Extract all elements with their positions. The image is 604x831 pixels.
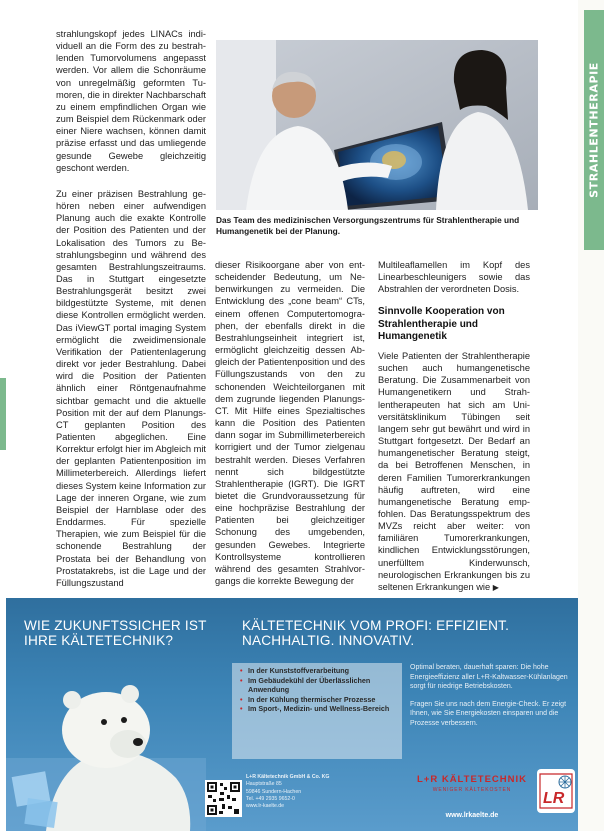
logo-letters: LR [543,790,565,807]
list-item: • Im Gebäudekühl der Überlässlichen Anwendung [240,676,394,695]
polar-bear-image [6,658,206,831]
ad-body-text [410,663,570,729]
list-item: • In der Kühlung thermischer Prozesse [240,695,394,705]
advertisement [6,598,578,831]
address-web[interactable]: www.lr-kaelte.de [246,803,285,810]
paragraph: Multileaflamellen im Kopf des Linearbeschleunigers sowie das Abstrahlen der verordneten Dosis. [378,260,530,295]
text-column-1 [56,28,206,589]
list-item: • In der Kunststoffverarbeitung [240,666,394,676]
address-line: 59846 Sundern-Hachen [246,788,302,795]
photo-caption: Das Team des medizinischen Versorgungszentrums für Strahlentherapie und Humangenetik bei der Planung. [216,215,520,237]
paragraph: strahlungskopf jedes LINACs individuell an die Form des zu bestrahlenden Tumorvolumens angepasst werden. Vor allem die Schonräume von unregelmäßig geformten Tumoren, die in direkter Nachbarschaft zu einem empfindlichen Organ wie zum Beispiel dem Rückenmark oder einer Niere wachsen, können damit präzise erfasst und das umliegende gesunde Gewebe gleichzeitig geschont werden. [56,29,206,173]
lr-logo [536,768,576,814]
continue-arrow-icon: ▶ [492,582,499,592]
paragraph: dieser Risikoorgane aber von entscheidender Bedeutung, um Nebenwirkungen zu vermeiden. Die Entwicklung des „cone beam“ CTs, einem offenen Computertomographen, der ebenfalls direkt in die Bestrahlungseinheit integriert ist, ermöglicht gleichzeitig dessen Abgleich der Patientenposition und des Füllungszustands von den zu schonenden Weichteilorganen mit dem zugrunde liegenden Planungs-CT. Mit Hilfe eines Spezialtisches kann die Position des Patienten dann sogar im Submillimeterbereich korrigiert und der Tumor zielgenau bestrahlt werden. Dieses Verfahren nennt sich bildgestützte Strahlentherapie (IGRT). Die IGRT bietet die Grundvoraussetzung für eine hochpräzise Bestrahlung der Patienten bei gleichzeitiger Schonung des umgebenden, gesunden Gewebes. Integrierte Kontrollsysteme kontrollieren während des gesamten Strahlvorgangs die korrekte Bewegung der [215,260,365,587]
paragraph: Zu einer präzisen Bestrahlung gehören neben einer aufwendigen Planung auch die exakte Kontrolle der Position des Patienten und der Lokalisation des Tumors zu Bestrahlungsbeginn und während des gesamten Bestrahlungszeitraums. Das in Stuttgart eingesetzte Bestrahlungsgerät besitzt zwei bildgestützte Systeme, mit denen diese Kontrollen ermöglicht werden. Das iViewGT portal imaging System ermöglicht die zweidimensionale Verifikation der Patientenlagerung direkt vor jeder Bestrahlung. Dabei wird die Position der Patienten ähnlich einer Röntgenaufnahme sichtbar gemacht und die aktuelle Position mit der auf dem Planungs-CT geplanten Position des Patienten abgeglichen. Eine Korrektur erfolgt hier im Abgleich mit der geplanten Patientenposition im Millimeterbereich. Allerdings liefert dieses System keine Information zur Lage der inneren Organe, wie zum Beispiel der Harnblase oder des Enddarmes. Für spezielle Therapien, wie zum Beispiel für die schonende Bestrahlung der Prostata bei der Behandlung von Prostatakrebs, ist die Lage und der Füllungszustand [56,188,206,588]
qr-code[interactable] [205,780,242,817]
ad-address [246,774,356,810]
ad-bullet-list [232,663,402,759]
team-photo [216,40,538,210]
brand-block [408,774,536,793]
section-heading: Sinnvolle Kooperation von Strahlentherapie und Humangenetik [378,306,505,343]
ad-url[interactable]: www.lrkaelte.de [445,812,499,819]
section-tab [584,10,604,250]
brand-name: L+R KÄLTETECHNIK [416,774,528,785]
brand-slogan: WENIGER KÄLTEKOSTEN [432,787,512,793]
ad-headline-right: KÄLTETECHNIK VOM PROFI: EFFIZIENT. NACHHALTIG. INNOVATIV. [242,618,510,648]
ad-paragraph: Optimal beraten, dauerhaft sparen: Die hohe Energieeffizienz aller L+R-Kaltwasser-Kühlanlagen sorgt für niedrige Betriebskosten. [410,664,568,691]
section-tab-label: STRAHLENTHERAPIE [587,62,601,198]
address-line: Tel. +49 2935 9652-0 [246,795,295,802]
company-name: L+R Kältetechnik GmbH & Co. KG [246,774,330,780]
text-column-2 [215,259,365,587]
address-line: Hauptstraße 85 [246,781,282,788]
ad-headline-left: WIE ZUKUNFTSSICHER IST IHRE KÄLTETECHNIK? [24,618,207,648]
list-item: • Im Sport-, Medizin- und Wellness-Bereich [240,704,394,714]
paragraph [378,350,530,594]
paragraph-text: Viele Patienten der Strahlentherapie suchen auch humangenetische Beratung. Die Zusammenarbeit von Humangenetikern und Strahlentherapeuten hat sich am Universitätsklinikum Tübingen seit langem sehr gut bewährt und wird in Stuttgart fortgesetzt. Der Bedarf an humangenetischer Beratung steigt, da bei Betroffenen Menschen, in deren Familien Tumorerkrankungen häufig auftreten, wird eine humangenetische Beratung empfohlen. Das Beratungsspektrum des MVZs reicht aber weiter: von familiären Tumorerkrankungen, kindlichen Entwicklungsstörungen, unerfülltem Kinderwunsch, neurologischen Erkrankungen bis zu seltenen Erkrankungen wie [378,350,530,592]
ad-paragraph: Fragen Sie uns nach dem Energie-Check. Er zeigt Ihnen, wie Sie Energiekosten einsparen und die Prozesse verbessern. [410,700,567,727]
text-column-3 [378,259,530,594]
